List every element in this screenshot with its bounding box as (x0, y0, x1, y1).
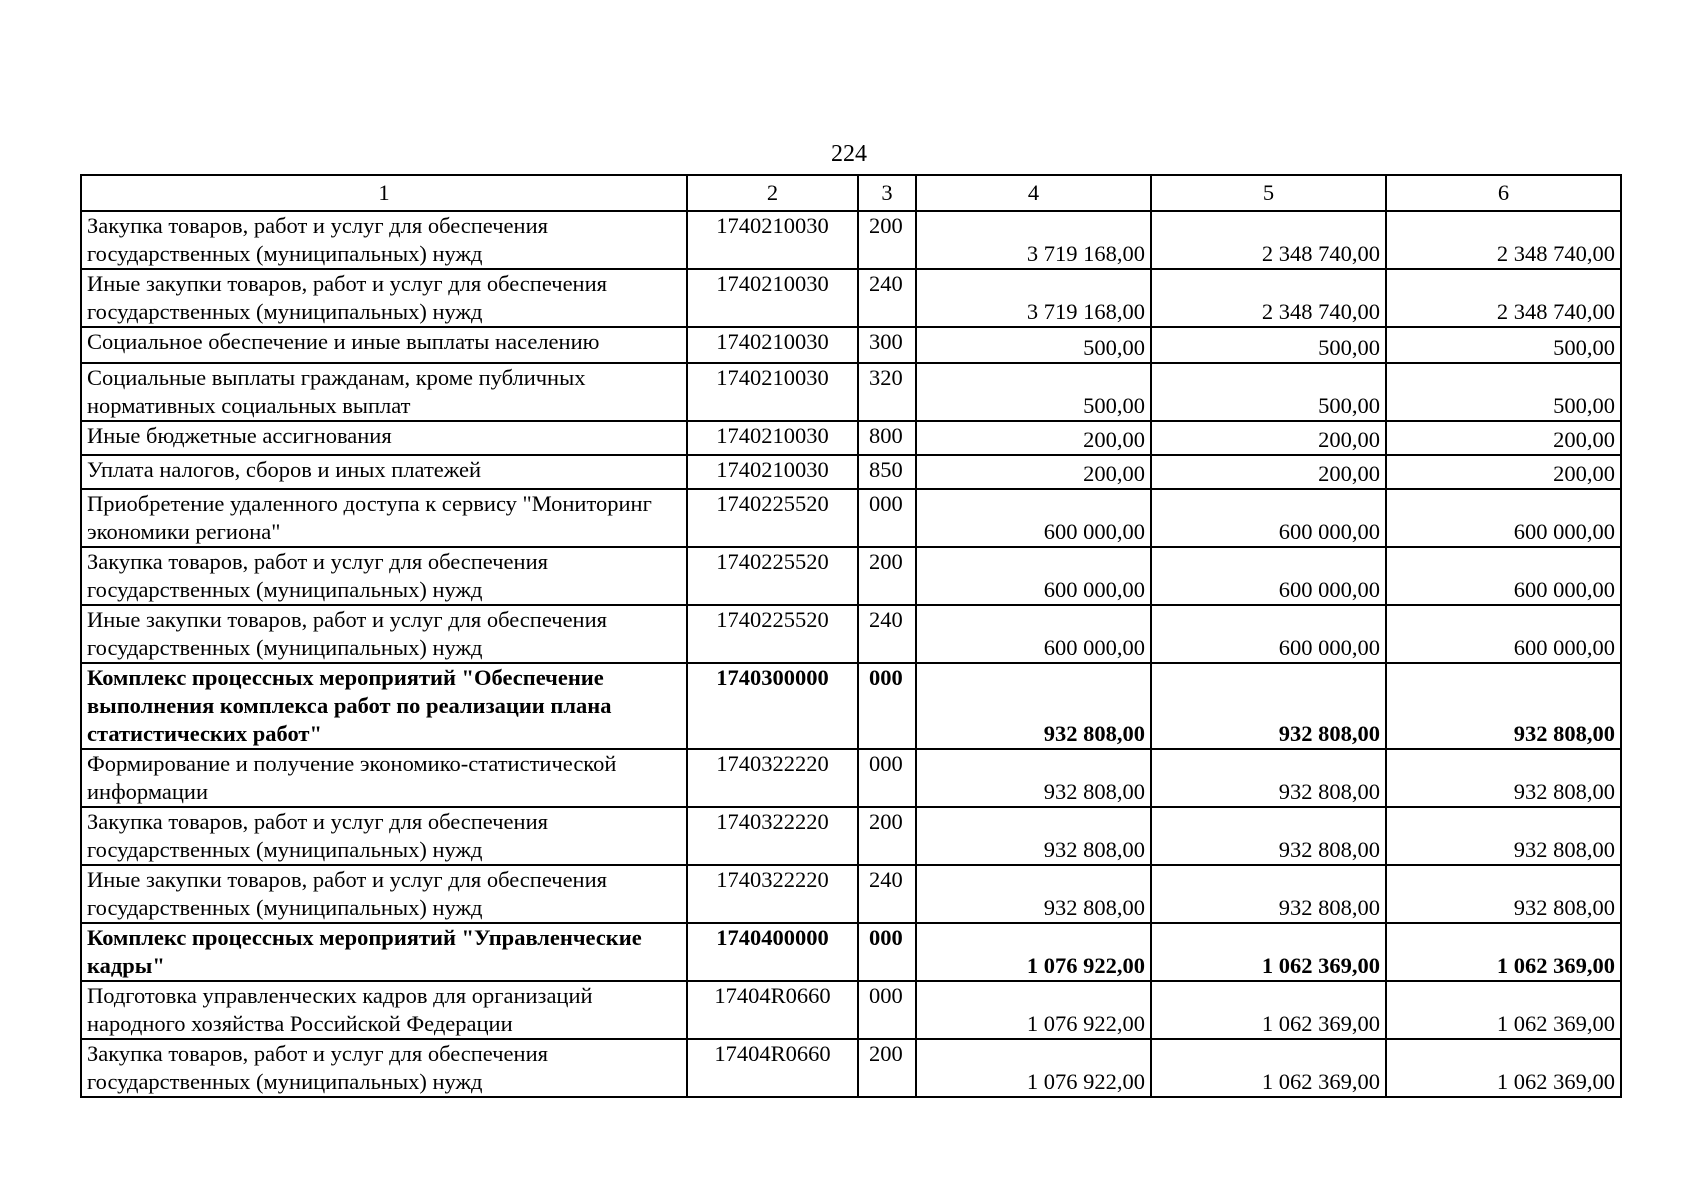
type-cell: 240 (858, 269, 916, 327)
amount-col6-cell: 600 000,00 (1386, 489, 1621, 547)
code-cell: 1740210030 (687, 327, 858, 363)
amount-col4-cell: 932 808,00 (916, 663, 1151, 749)
amount-col5-cell: 932 808,00 (1151, 663, 1386, 749)
table-row (81, 605, 1621, 663)
amount-col4-cell: 1 076 922,00 (916, 923, 1151, 981)
amount-col6-cell: 2 348 740,00 (1386, 211, 1621, 269)
type-cell: 300 (858, 327, 916, 363)
table-row (81, 923, 1621, 981)
amount-col4-cell: 500,00 (916, 327, 1151, 363)
code-cell: 1740300000 (687, 663, 858, 749)
name-cell: Закупка товаров, работ и услуг для обеспечения государственных (муниципальных) нужд (81, 211, 687, 269)
amount-col4-cell: 600 000,00 (916, 605, 1151, 663)
amount-col6-cell: 932 808,00 (1386, 663, 1621, 749)
code-cell: 1740400000 (687, 923, 858, 981)
table-row (81, 1039, 1621, 1097)
type-cell: 320 (858, 363, 916, 421)
type-cell: 000 (858, 923, 916, 981)
code-cell: 1740225520 (687, 605, 858, 663)
name-cell: Иные закупки товаров, работ и услуг для обеспечения государственных (муниципальных) нужд (81, 269, 687, 327)
name-cell: Закупка товаров, работ и услуг для обеспечения государственных (муниципальных) нужд (81, 547, 687, 605)
table-row (81, 363, 1621, 421)
amount-col4-cell: 500,00 (916, 363, 1151, 421)
name-cell: Социальные выплаты гражданам, кроме публичных нормативных социальных выплат (81, 363, 687, 421)
amount-col4-cell: 1 076 922,00 (916, 1039, 1151, 1097)
amount-col4-cell: 932 808,00 (916, 807, 1151, 865)
type-cell: 200 (858, 547, 916, 605)
type-cell: 850 (858, 455, 916, 489)
amount-col4-cell: 200,00 (916, 455, 1151, 489)
code-cell: 1740210030 (687, 211, 858, 269)
amount-col6-cell: 200,00 (1386, 455, 1621, 489)
table-row (81, 865, 1621, 923)
amount-col4-cell: 600 000,00 (916, 489, 1151, 547)
type-cell: 000 (858, 749, 916, 807)
name-cell: Иные бюджетные ассигнования (81, 421, 687, 455)
header-cell-3: 3 (858, 175, 916, 211)
amount-col4-cell: 3 719 168,00 (916, 211, 1151, 269)
name-cell: Комплекс процессных мероприятий "Обеспечение выполнения комплекса работ по реализации плана статистических работ" (81, 663, 687, 749)
amount-col6-cell: 932 808,00 (1386, 807, 1621, 865)
amount-col5-cell: 200,00 (1151, 421, 1386, 455)
name-cell: Закупка товаров, работ и услуг для обеспечения государственных (муниципальных) нужд (81, 1039, 687, 1097)
amount-col5-cell: 932 808,00 (1151, 865, 1386, 923)
type-cell: 000 (858, 663, 916, 749)
header-cell-4: 4 (916, 175, 1151, 211)
budget-table (80, 174, 1622, 1098)
header-cell-2: 2 (687, 175, 858, 211)
type-cell: 200 (858, 211, 916, 269)
name-cell: Иные закупки товаров, работ и услуг для обеспечения государственных (муниципальных) нужд (81, 865, 687, 923)
code-cell: 1740322220 (687, 749, 858, 807)
table-row (81, 455, 1621, 489)
amount-col6-cell: 932 808,00 (1386, 865, 1621, 923)
amount-col6-cell: 1 062 369,00 (1386, 923, 1621, 981)
amount-col5-cell: 600 000,00 (1151, 605, 1386, 663)
table-row (81, 327, 1621, 363)
code-cell: 1740322220 (687, 865, 858, 923)
code-cell: 1740210030 (687, 363, 858, 421)
amount-col6-cell: 932 808,00 (1386, 749, 1621, 807)
name-cell: Закупка товаров, работ и услуг для обеспечения государственных (муниципальных) нужд (81, 807, 687, 865)
table-row (81, 547, 1621, 605)
amount-col4-cell: 932 808,00 (916, 865, 1151, 923)
amount-col6-cell: 2 348 740,00 (1386, 269, 1621, 327)
header-cell-6: 6 (1386, 175, 1621, 211)
code-cell: 17404R0660 (687, 1039, 858, 1097)
amount-col5-cell: 500,00 (1151, 327, 1386, 363)
code-cell: 1740210030 (687, 421, 858, 455)
table-row (81, 269, 1621, 327)
type-cell: 200 (858, 807, 916, 865)
name-cell: Приобретение удаленного доступа к сервису "Мониторинг экономики региона" (81, 489, 687, 547)
code-cell: 1740210030 (687, 455, 858, 489)
amount-col5-cell: 600 000,00 (1151, 547, 1386, 605)
code-cell: 17404R0660 (687, 981, 858, 1039)
amount-col5-cell: 1 062 369,00 (1151, 923, 1386, 981)
header-cell-1: 1 (81, 175, 687, 211)
amount-col5-cell: 200,00 (1151, 455, 1386, 489)
header-cell-5: 5 (1151, 175, 1386, 211)
name-cell: Комплекс процессных мероприятий "Управленческие кадры" (81, 923, 687, 981)
name-cell: Подготовка управленческих кадров для организаций народного хозяйства Российской Федерации (81, 981, 687, 1039)
amount-col4-cell: 1 076 922,00 (916, 981, 1151, 1039)
name-cell: Формирование и получение экономико-статистической информации (81, 749, 687, 807)
amount-col5-cell: 932 808,00 (1151, 749, 1386, 807)
code-cell: 1740225520 (687, 489, 858, 547)
header-row (81, 175, 1621, 211)
amount-col4-cell: 600 000,00 (916, 547, 1151, 605)
amount-col5-cell: 2 348 740,00 (1151, 211, 1386, 269)
amount-col4-cell: 200,00 (916, 421, 1151, 455)
table-row (81, 421, 1621, 455)
table-body (81, 211, 1621, 1097)
amount-col6-cell: 600 000,00 (1386, 547, 1621, 605)
name-cell: Социальное обеспечение и иные выплаты населению (81, 327, 687, 363)
type-cell: 000 (858, 489, 916, 547)
amount-col5-cell: 600 000,00 (1151, 489, 1386, 547)
code-cell: 1740225520 (687, 547, 858, 605)
amount-col5-cell: 1 062 369,00 (1151, 981, 1386, 1039)
code-cell: 1740210030 (687, 269, 858, 327)
amount-col5-cell: 500,00 (1151, 363, 1386, 421)
page-number: 224 (831, 141, 867, 167)
amount-col6-cell: 1 062 369,00 (1386, 981, 1621, 1039)
table-row (81, 211, 1621, 269)
amount-col6-cell: 600 000,00 (1386, 605, 1621, 663)
table-row (81, 749, 1621, 807)
table-row (81, 663, 1621, 749)
code-cell: 1740322220 (687, 807, 858, 865)
type-cell: 000 (858, 981, 916, 1039)
type-cell: 200 (858, 1039, 916, 1097)
table-row (81, 981, 1621, 1039)
type-cell: 800 (858, 421, 916, 455)
amount-col4-cell: 3 719 168,00 (916, 269, 1151, 327)
type-cell: 240 (858, 605, 916, 663)
amount-col6-cell: 500,00 (1386, 327, 1621, 363)
amount-col5-cell: 932 808,00 (1151, 807, 1386, 865)
type-cell: 240 (858, 865, 916, 923)
amount-col4-cell: 932 808,00 (916, 749, 1151, 807)
table-row (81, 807, 1621, 865)
amount-col5-cell: 2 348 740,00 (1151, 269, 1386, 327)
name-cell: Иные закупки товаров, работ и услуг для обеспечения государственных (муниципальных) нужд (81, 605, 687, 663)
amount-col6-cell: 500,00 (1386, 363, 1621, 421)
table-row (81, 489, 1621, 547)
amount-col5-cell: 1 062 369,00 (1151, 1039, 1386, 1097)
name-cell: Уплата налогов, сборов и иных платежей (81, 455, 687, 489)
amount-col6-cell: 200,00 (1386, 421, 1621, 455)
amount-col6-cell: 1 062 369,00 (1386, 1039, 1621, 1097)
